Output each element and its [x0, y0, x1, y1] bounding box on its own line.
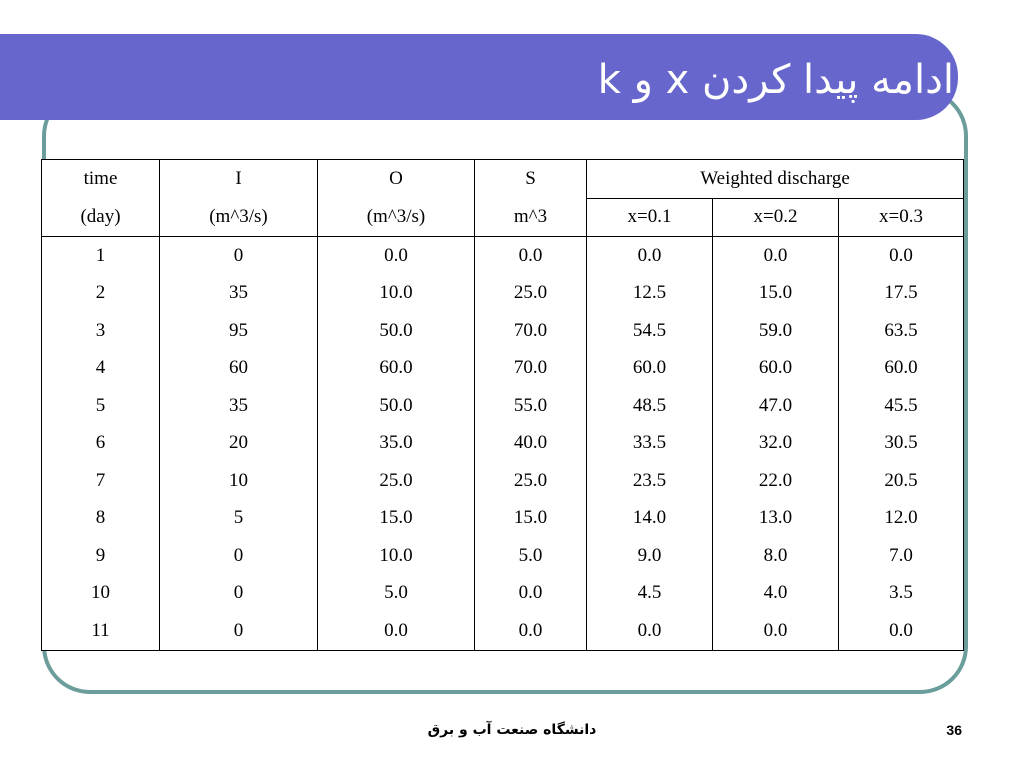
table-cell: 2	[42, 275, 160, 313]
table-subheader-row	[42, 198, 964, 237]
table-cell: 3	[42, 312, 160, 350]
table-cell: 0.0	[475, 237, 587, 275]
table-cell: 35	[160, 387, 318, 425]
table-cell: 0.0	[839, 237, 964, 275]
table-cell: 50.0	[318, 387, 475, 425]
table-cell: 70.0	[475, 350, 587, 388]
table-cell: 25.0	[475, 275, 587, 313]
table-cell: 0.0	[475, 612, 587, 650]
table-row	[42, 500, 964, 538]
table-cell: 20.5	[839, 462, 964, 500]
table-row	[42, 237, 964, 275]
table-cell: 0.0	[318, 612, 475, 650]
table-cell: 0	[160, 612, 318, 650]
table-cell: 0.0	[713, 612, 839, 650]
table-row	[42, 575, 964, 613]
table-cell: 48.5	[587, 387, 713, 425]
table-row	[42, 612, 964, 650]
table-cell: 1	[42, 237, 160, 275]
table-cell: 0.0	[475, 575, 587, 613]
table-cell: 50.0	[318, 312, 475, 350]
table-cell: 15.0	[318, 500, 475, 538]
table-cell: 30.5	[839, 425, 964, 463]
table-cell: 11	[42, 612, 160, 650]
page-number: 36	[946, 722, 962, 738]
table-cell: 15.0	[475, 500, 587, 538]
table-cell: 3.5	[839, 575, 964, 613]
table-cell: 5.0	[318, 575, 475, 613]
table-cell: 25.0	[475, 462, 587, 500]
table-cell: 13.0	[713, 500, 839, 538]
table-cell: 0	[160, 237, 318, 275]
table-cell: 35.0	[318, 425, 475, 463]
subheader-outflow-unit: (m^3/s)	[318, 198, 475, 237]
table-cell: 54.5	[587, 312, 713, 350]
table-cell: 12.5	[587, 275, 713, 313]
table-cell: 0	[160, 537, 318, 575]
slide-title: ادامه پیدا کردن x و k	[597, 57, 954, 103]
header-time: time	[42, 160, 160, 199]
table-cell: 47.0	[713, 387, 839, 425]
table-cell: 5	[160, 500, 318, 538]
table-cell: 60.0	[713, 350, 839, 388]
table-cell: 8.0	[713, 537, 839, 575]
footer-university-name: دانشگاه صنعت آب و برق	[427, 722, 597, 738]
table-cell: 0.0	[587, 612, 713, 650]
table-cell: 45.5	[839, 387, 964, 425]
table-header-row	[42, 160, 964, 199]
table-cell: 32.0	[713, 425, 839, 463]
table-cell: 60	[160, 350, 318, 388]
subheader-storage-unit: m^3	[475, 198, 587, 237]
subheader-inflow-unit: (m^3/s)	[160, 198, 318, 237]
discharge-table	[41, 159, 964, 651]
table-cell: 9.0	[587, 537, 713, 575]
table-cell: 15.0	[713, 275, 839, 313]
table-cell: 5.0	[475, 537, 587, 575]
table-cell: 10.0	[318, 537, 475, 575]
subheader-x-0-3: x=0.3	[839, 198, 964, 237]
table-cell: 0.0	[318, 237, 475, 275]
table-row	[42, 387, 964, 425]
table-row	[42, 462, 964, 500]
table-cell: 22.0	[713, 462, 839, 500]
table-cell: 40.0	[475, 425, 587, 463]
table-cell: 0.0	[713, 237, 839, 275]
table-cell: 60.0	[318, 350, 475, 388]
table-cell: 35	[160, 275, 318, 313]
table-cell: 12.0	[839, 500, 964, 538]
subheader-x-0-1: x=0.1	[587, 198, 713, 237]
table-cell: 7	[42, 462, 160, 500]
table-body	[42, 237, 964, 651]
table-cell: 20	[160, 425, 318, 463]
table-cell: 7.0	[839, 537, 964, 575]
header-inflow: I	[160, 160, 318, 199]
table-cell: 4.0	[713, 575, 839, 613]
table-cell: 70.0	[475, 312, 587, 350]
table-cell: 0	[160, 575, 318, 613]
table-cell: 10	[160, 462, 318, 500]
table-cell: 17.5	[839, 275, 964, 313]
subheader-time-unit: (day)	[42, 198, 160, 237]
table-cell: 95	[160, 312, 318, 350]
table-row	[42, 275, 964, 313]
table-cell: 4.5	[587, 575, 713, 613]
header-outflow: O	[318, 160, 475, 199]
table-row	[42, 312, 964, 350]
subheader-x-0-2: x=0.2	[713, 198, 839, 237]
table-row	[42, 537, 964, 575]
table-cell: 23.5	[587, 462, 713, 500]
table-cell: 63.5	[839, 312, 964, 350]
table-cell: 10	[42, 575, 160, 613]
table-row	[42, 425, 964, 463]
table-container	[41, 159, 963, 651]
header-weighted-discharge: Weighted discharge	[587, 160, 964, 199]
table-cell: 0.0	[839, 612, 964, 650]
table-cell: 60.0	[587, 350, 713, 388]
table-cell: 8	[42, 500, 160, 538]
table-cell: 9	[42, 537, 160, 575]
table-cell: 10.0	[318, 275, 475, 313]
table-cell: 55.0	[475, 387, 587, 425]
table-cell: 59.0	[713, 312, 839, 350]
table-cell: 60.0	[839, 350, 964, 388]
table-cell: 5	[42, 387, 160, 425]
table-cell: 25.0	[318, 462, 475, 500]
table-cell: 6	[42, 425, 160, 463]
header-storage: S	[475, 160, 587, 199]
table-cell: 0.0	[587, 237, 713, 275]
table-row	[42, 350, 964, 388]
table-cell: 33.5	[587, 425, 713, 463]
table-cell: 4	[42, 350, 160, 388]
table-cell: 14.0	[587, 500, 713, 538]
